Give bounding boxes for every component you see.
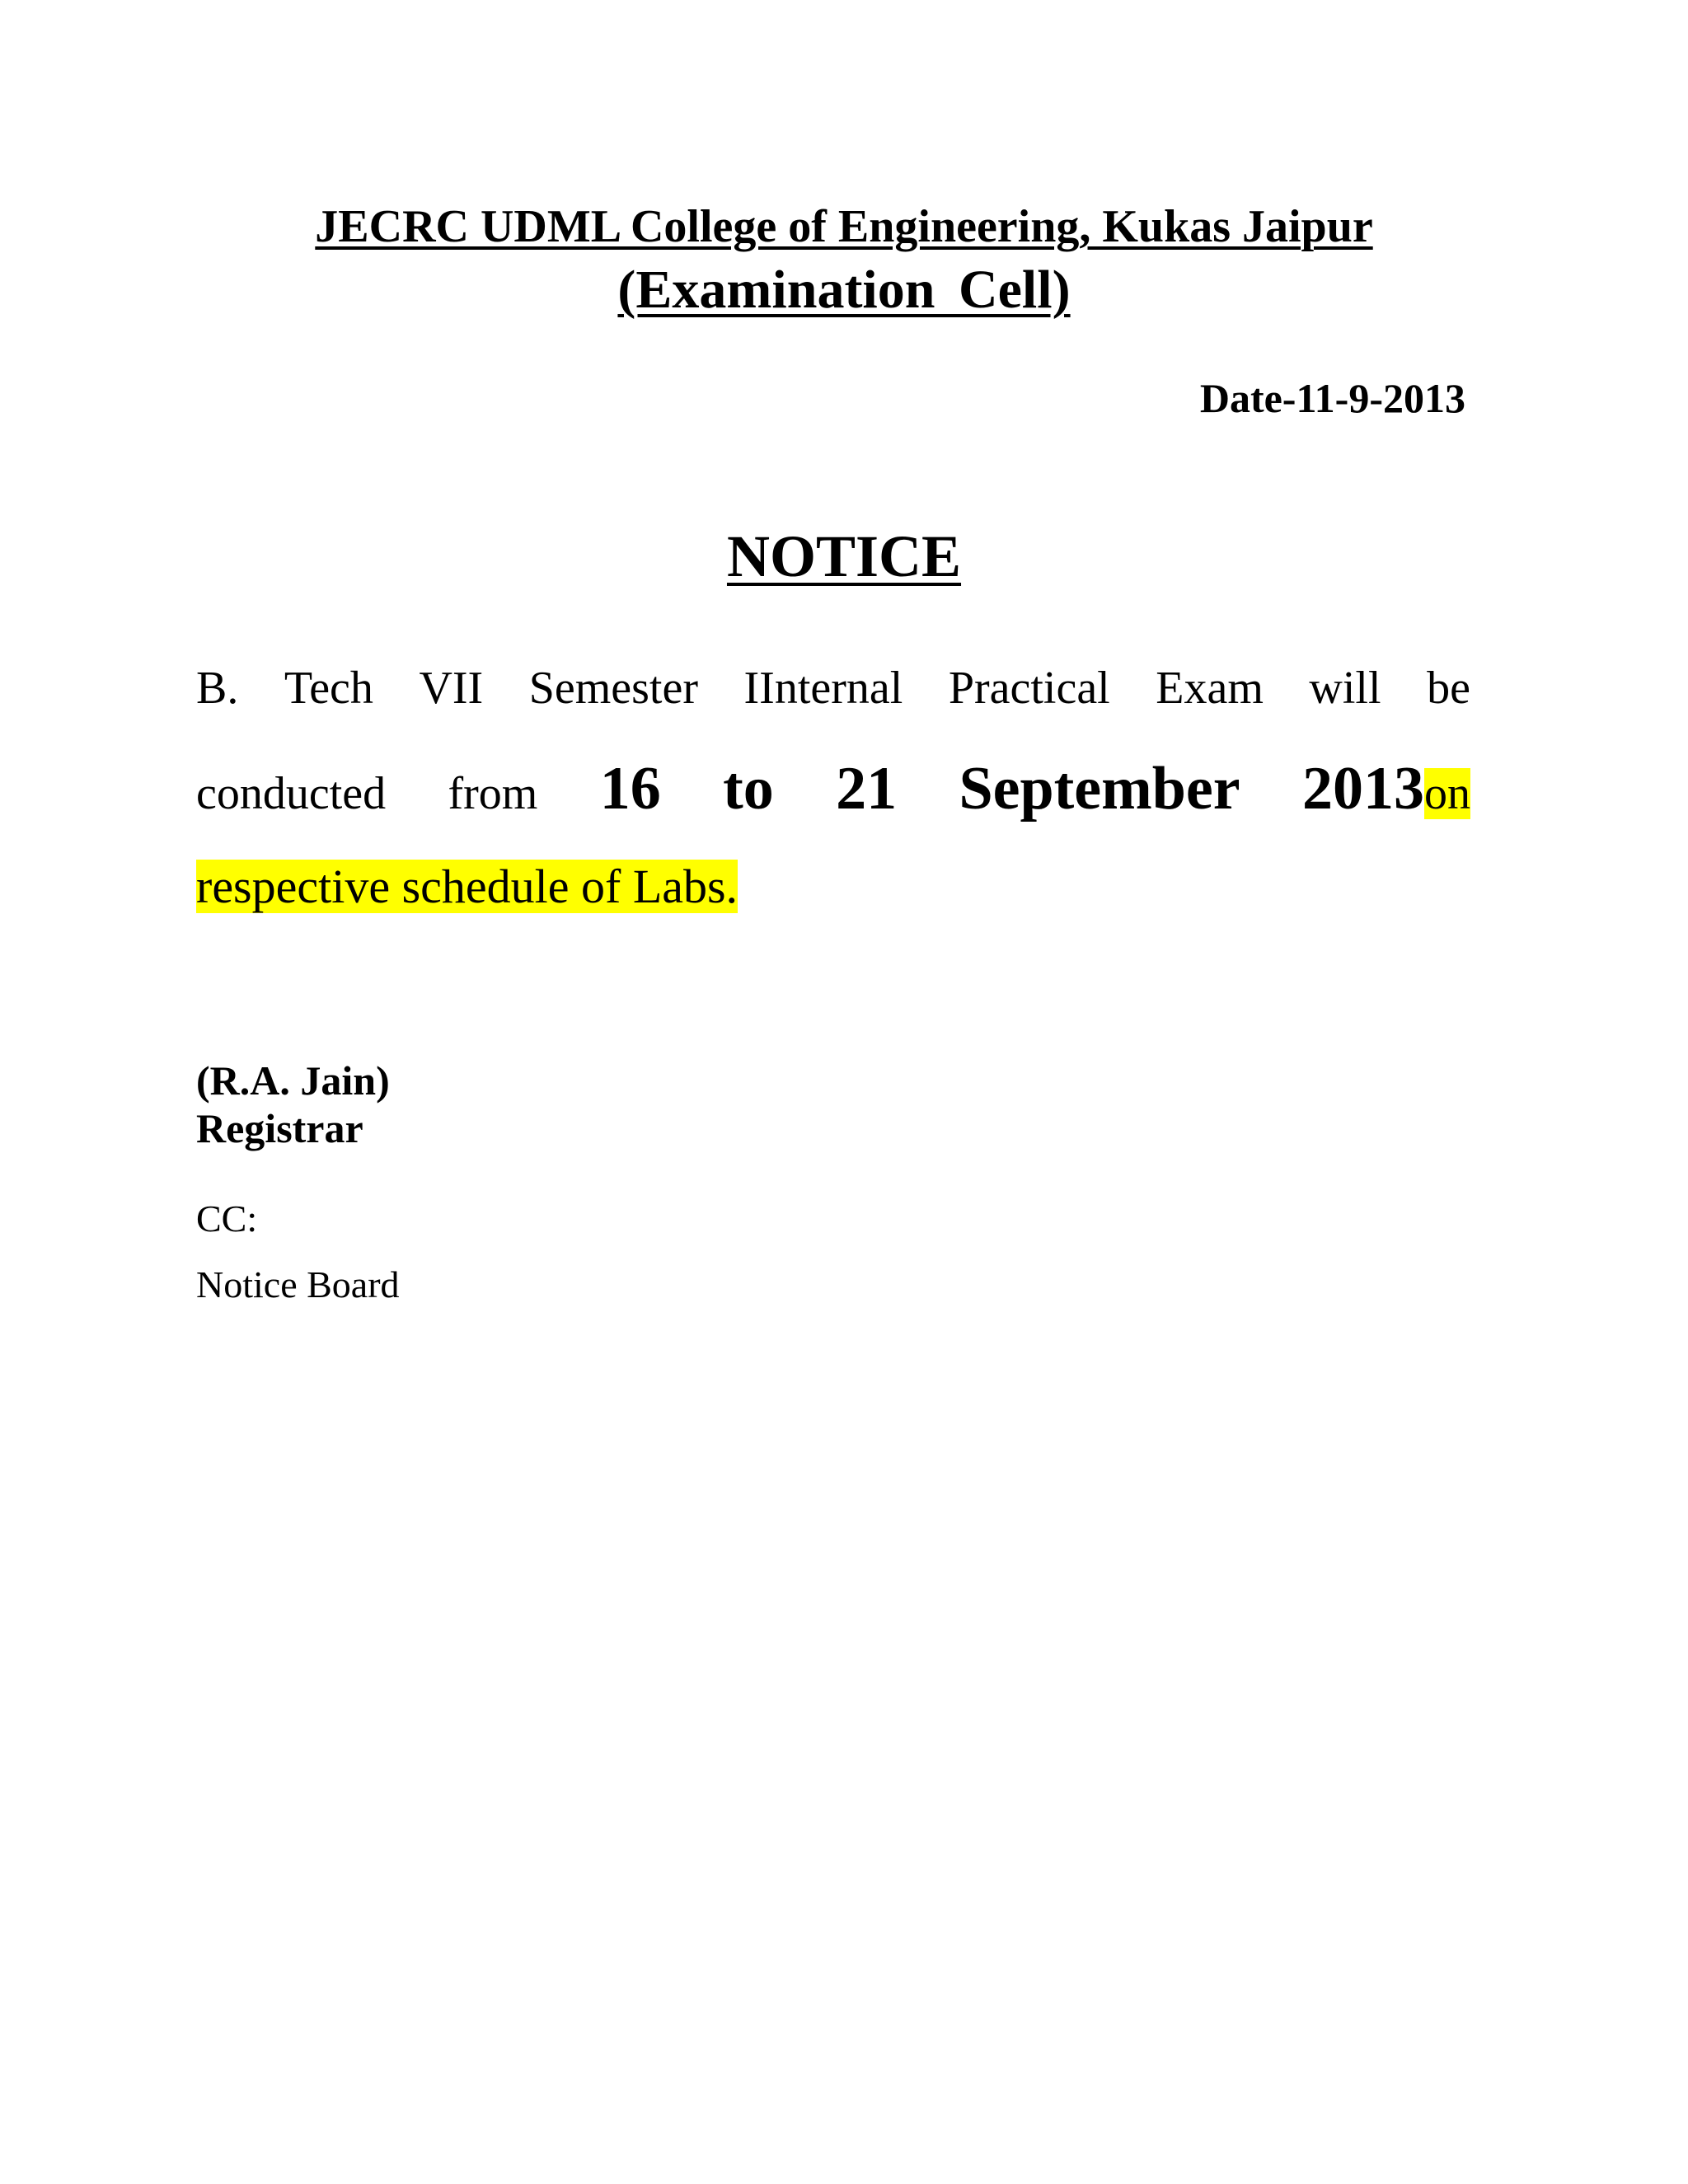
exam-date-connector: to bbox=[723, 755, 774, 823]
notice-date: Date-11-9-2013 bbox=[1199, 375, 1465, 421]
signatory-title: Registrar bbox=[196, 1105, 363, 1151]
college-name bbox=[0, 199, 1688, 254]
body-word: IInternal bbox=[743, 663, 903, 714]
college-name-text: JECRC UDML College of Engineering, Kukas Jaipur bbox=[315, 201, 1373, 252]
body-word: Semester bbox=[528, 663, 698, 714]
exam-date-end: 21 bbox=[836, 755, 898, 823]
body-word: Practical bbox=[948, 663, 1110, 714]
exam-date-start: 16 bbox=[599, 755, 661, 823]
signatory-name: (R.A. Jain) bbox=[196, 1057, 390, 1104]
body-word: from bbox=[448, 768, 538, 819]
body-word: will bbox=[1309, 663, 1381, 714]
examination-cell-heading bbox=[0, 257, 1688, 323]
notice-title-text: NOTICE bbox=[726, 523, 962, 589]
exam-year: 2013 bbox=[1301, 755, 1424, 823]
body-word: Tech bbox=[284, 663, 373, 714]
body-line-3 bbox=[196, 857, 738, 916]
body-word: Exam bbox=[1156, 663, 1264, 714]
cc-label: CC: bbox=[196, 1197, 258, 1240]
cc-recipient: Notice Board bbox=[196, 1263, 400, 1305]
body-word: conducted bbox=[196, 768, 387, 819]
highlighted-text: respective schedule of Labs. bbox=[196, 860, 738, 913]
body-line-1 bbox=[196, 659, 1470, 717]
highlighted-text: on bbox=[1423, 768, 1470, 819]
exam-year-group bbox=[1302, 752, 1470, 831]
body-line-2 bbox=[196, 752, 1470, 831]
body-word: VII bbox=[419, 663, 484, 714]
exam-month: September bbox=[959, 755, 1240, 823]
examination-cell-text: (Examination Cell) bbox=[617, 260, 1071, 320]
body-word: B. bbox=[196, 663, 239, 714]
body-word: be bbox=[1427, 663, 1470, 714]
notice-title bbox=[0, 521, 1688, 592]
